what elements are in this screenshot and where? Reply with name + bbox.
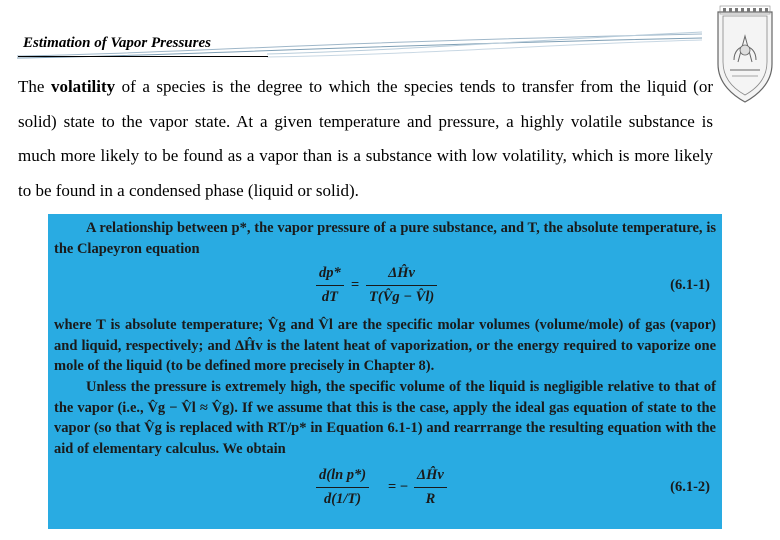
clapeyron-intro: A relationship between p*, the vapor pressure of a pure substance, and T, the absolute temperature, is the Clapeyron equation (54, 220, 716, 257)
eq2-equals: = − (388, 479, 409, 496)
eq1-denominator: dT (321, 289, 338, 306)
eq1-equals: = (351, 277, 360, 294)
eq1-numerator: dp* (319, 265, 341, 282)
eq1-label: (6.1-1) (670, 277, 710, 294)
where-paragraph: where T is absolute temperature; V̂g and V̂l are the specific molar volumes (volume/mole) of gas (vapor) and liquid, respectively; and ΔĤv is the latent heat of vaporization, or the energy required to vaporize one mole of the liquid (to be defined more precisely in Chapter 8). (54, 317, 716, 375)
university-logo (712, 2, 778, 106)
eq2-right-fraction (414, 465, 447, 510)
eq2-right-denominator: R (425, 491, 436, 508)
slide-title: Estimation of Vapor Pressures (23, 35, 211, 51)
eq2-right-numerator: ΔĤv (417, 467, 444, 484)
eq1-right-fraction (366, 263, 437, 308)
eq1-right-numerator: ΔĤv (388, 265, 415, 282)
assumption-paragraph: Unless the pressure is extremely high, the specific volume of the liquid is negligible relative to that of the vapor (i.e., V̂g − V̂l ≈ V̂g). If we assume that this is the case, apply the ideal gas equation of state to the vapor (so that V̂g is replaced with RT/p* in Equation 6.1-1) and rearrrange the resulting equation with the aid of elementary calculus. We obtain (54, 378, 716, 457)
equation-6-1-2 (54, 463, 716, 513)
eq2-label: (6.1-2) (670, 479, 710, 496)
intro-text-rest: of a species is the degree to which the species tends to transfer from the liquid (or solid) state to the vapor state. At a given temperature and pressure, a highly volatile substance is much more likely to be found as a vapor than is a substance with low volatility, which is more likely to be found in a condensed phase (liquid or solid). (18, 77, 714, 200)
volatility-term: volatility (50, 77, 116, 96)
intro-text-start: The (18, 77, 51, 96)
equation-6-1-1 (54, 259, 716, 315)
intro-paragraph (18, 70, 713, 208)
eq2-denominator: d(1/T) (324, 491, 362, 508)
eq1-left-fraction (316, 263, 344, 308)
eq1-right-denominator: T(V̂g − V̂l) (369, 289, 435, 306)
title-underline (18, 56, 268, 57)
textbook-excerpt-box (48, 214, 722, 529)
eq2-numerator: d(ln p*) (319, 467, 367, 484)
eq2-left-fraction (316, 465, 369, 510)
